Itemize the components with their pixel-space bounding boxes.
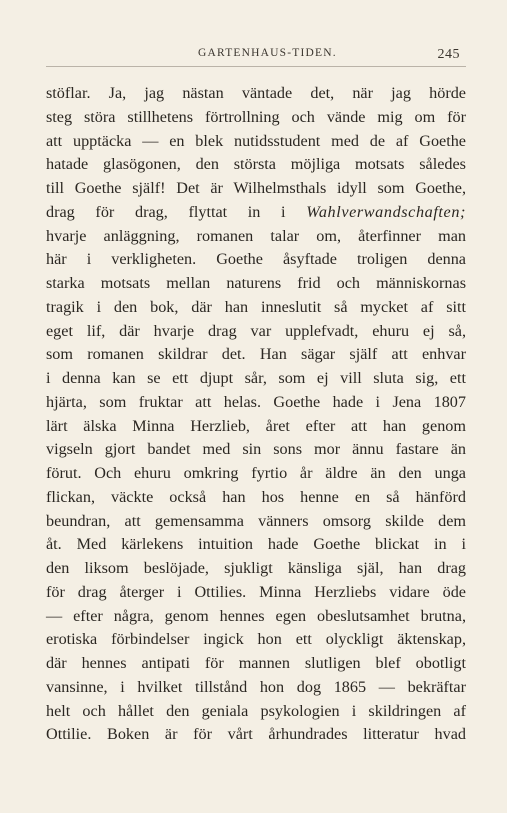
text-line: hjärta, som fruktar att helas. Goethe hade i Jena 1807 [46,392,466,411]
text-line: den liksom beslöjade, sjukligt känsliga själ, han drag [46,559,466,577]
text-line: tragik i den bok, där han inneslutit så mycket af sitt [46,297,466,316]
text-line: eget lif, där hvarje drag var upplefvadt, ehuru ej så, [46,321,466,340]
text-line: hvarje anläggning, romanen talar om, återfinner man [46,226,466,245]
text-line: lärt älska Minna Herzlieb, året efter att han genom [46,416,466,435]
text-line: förut. Och ehuru omkring fyrtio år äldre än den unga [46,464,466,482]
header-rule [46,66,466,67]
text-line: starka motsats mellan naturens frid och människornas [46,274,466,292]
text-line: för drag återger i Ottilies. Minna Herzliebs vidare öde [46,582,466,601]
text-line: drag för drag, flyttat in i Wahlverwandschaften; [46,202,466,221]
text-line: som romanen skildrar det. Han sägar själf att enhvar [46,345,466,364]
italic-title: Wahlverwandschaften; [306,202,466,221]
text-line: steg störa stillhetens förtrollning och vände mig om för [46,107,466,126]
text-line: till Goethe själf! Det är Wilhelmsthals idyll som Goethe, [46,179,466,197]
text-line: hatade glasögonen, den största möjliga motsats således [46,155,466,174]
text-line: vigseln gjort bandet med sin sons mor ännu fastare än [46,440,466,459]
text-line: erotiska förbindelser ingick hon ett olyckligt äktenskap, [46,630,466,649]
text-line: i denna kan se ett djupt sår, som ej vill sluta sig, ett [46,369,466,387]
text-line: där hennes antipati för mannen slutligen blef obotligt [46,654,466,672]
body-text [46,82,466,747]
text-line: att upptäcka — en blek nutidsstudent med de af Goethe [46,131,466,150]
page-number: 245 [437,47,460,62]
text-line: här i verkligheten. Goethe åsyftade troligen denna [46,250,466,269]
text-line: åt. Med kärlekens intuition hade Goethe blickat in i [46,535,466,554]
text-line: Ottilie. Boken är för vårt århundrades litteratur hvad [46,725,466,744]
text-line: helt och hållet den geniala psykologien i skildringen af [46,701,466,720]
running-title: GARTENHAUS-TIDEN. [198,47,337,59]
running-header [46,47,464,65]
text-line: — efter några, genom hennes egen obeslutsamhet brutna, [46,606,466,625]
text-line: flickan, väckte också han hos henne en så hänförd [46,487,466,506]
text-line: stöflar. Ja, jag nästan väntade det, när jag hörde [46,84,466,102]
text-line: vansinne, i hvilket tillstånd hon dog 1865 — bekräftar [46,677,466,696]
text-line: beundran, att gemensamma vänners omsorg skilde dem [46,511,466,530]
